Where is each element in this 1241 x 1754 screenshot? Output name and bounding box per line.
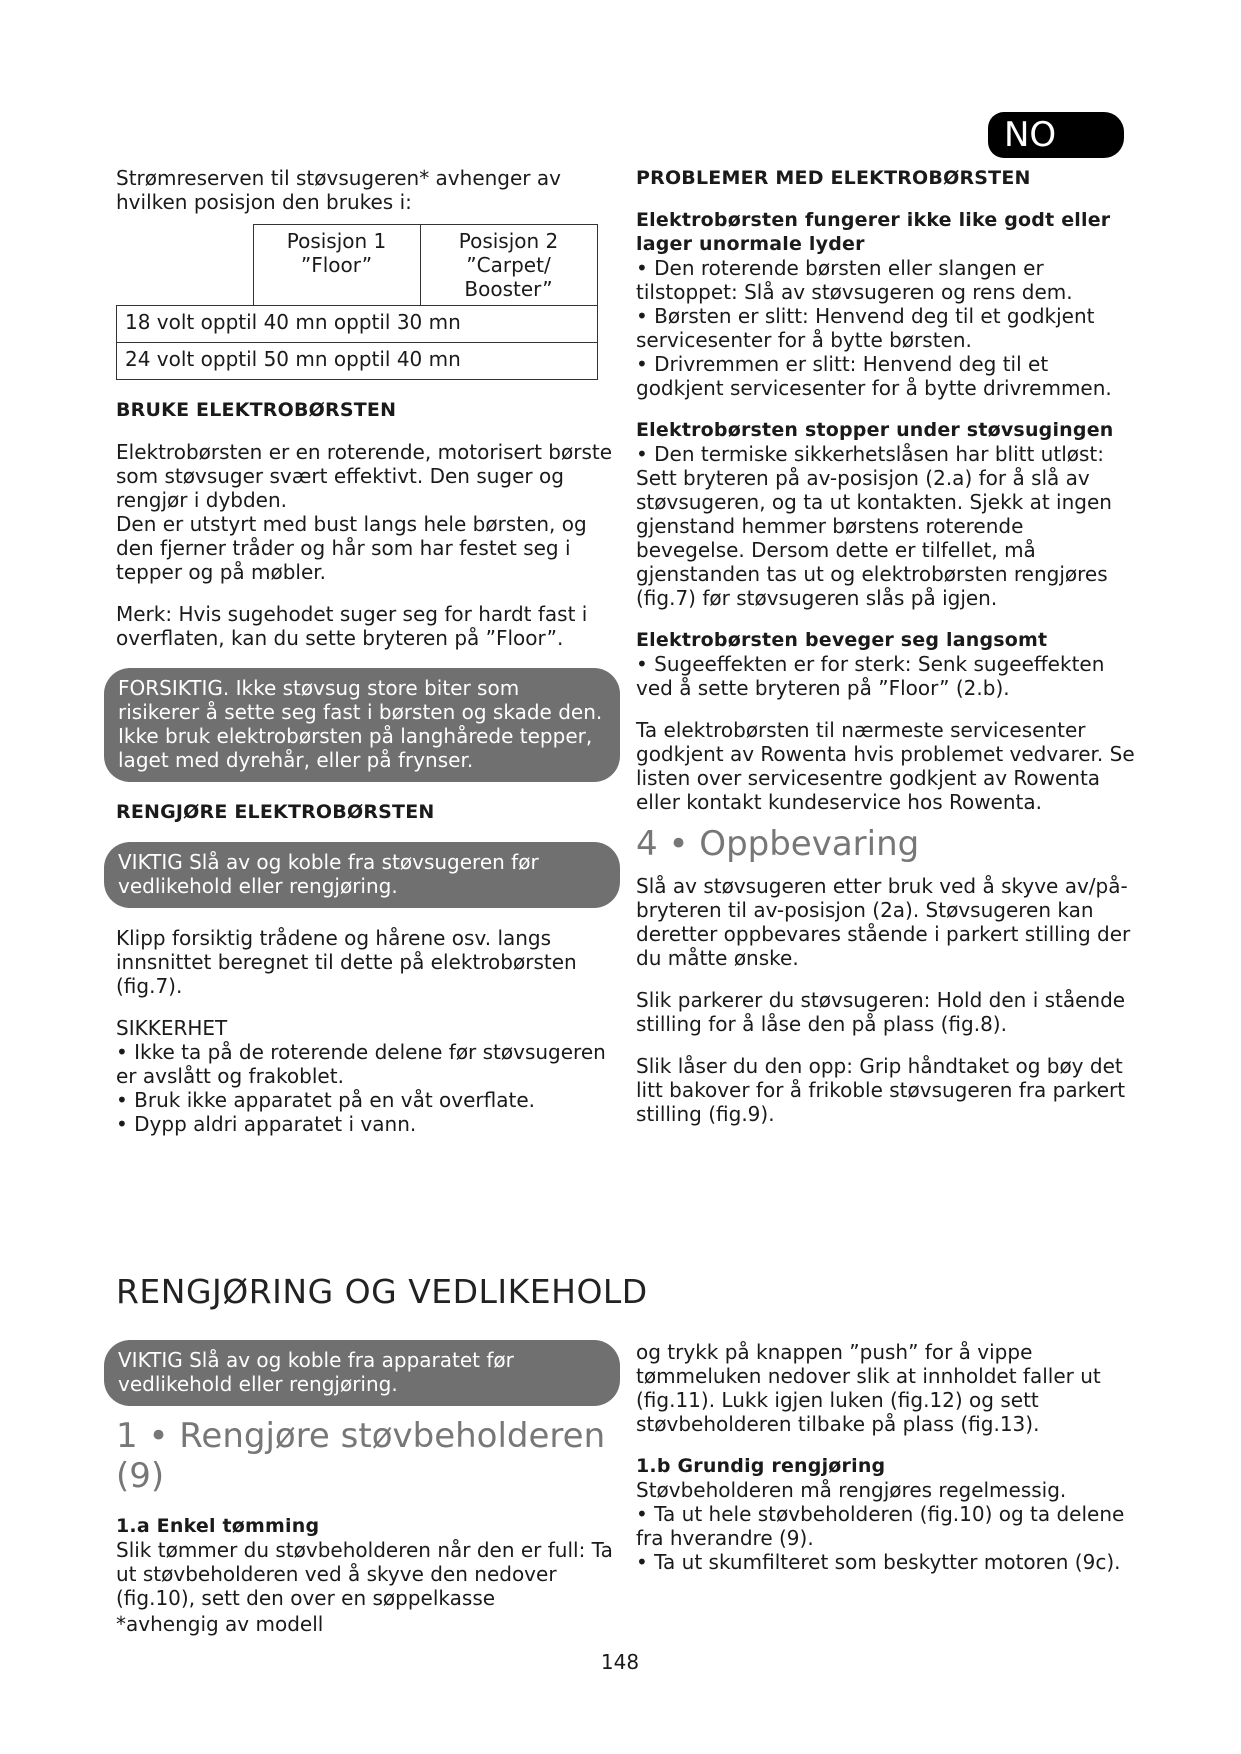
section-1a-text: Slik tømmer du støvbeholderen når den er full: Ta ut støvbeholderen ved å skyve den nedover (fig.10), sett den over en søppelkasse: [116, 1538, 613, 1610]
maintenance-title: RENGJØRING OG VEDLIKEHOLD: [116, 1272, 648, 1311]
section-1a-heading: 1.a Enkel tømming: [116, 1515, 320, 1537]
use-paragraph-3: Merk: Hvis sugehodet suger seg for hardt fast i overflaten, kan du sette bryteren på ”Floor”.: [116, 602, 588, 650]
maintenance-right-column: [636, 1340, 1136, 1574]
section-1-heading: 1 • Rengjøre støvbeholderen (9): [116, 1416, 606, 1496]
clean-heading: RENGJØRE ELEKTROBØRSTEN: [116, 801, 435, 823]
list-item: • Den roterende børsten eller slangen er tilstoppet: Slå av støvsugeren og rens dem.: [636, 256, 1073, 304]
list-item: • Ta ut skumfilteret som beskytter motoren (9c).: [636, 1550, 1121, 1574]
storage-paragraph-1: Slå av støvsugeren etter bruk ved å skyve av/på-bryteren til av-posisjon (2a). Støvsugeren kan deretter oppbevares stående i parkert stilling der du måtte ønske.: [636, 874, 1131, 970]
table-row: [117, 306, 598, 343]
use-heading: BRUKE ELEKTROBØRSTEN: [116, 399, 397, 421]
table-row-24v: 24 volt opptil 50 mn opptil 40 mn: [117, 343, 598, 380]
table-header-row: [117, 225, 598, 306]
important-box: VIKTIG Slå av og koble fra støvsugeren før vedlikehold eller rengjøring.: [104, 842, 620, 908]
maintenance-left-column: [116, 1340, 616, 1610]
storage-paragraph-3: Slik låser du den opp: Grip håndtaket og bøy det litt bakover for å frikoble støvsugeren fra parkert stilling (fig.9).: [636, 1054, 1126, 1126]
problem-3-list: [636, 652, 1136, 700]
list-item: • Dypp aldri apparatet i vann.: [116, 1112, 417, 1136]
problems-heading: PROBLEMER MED ELEKTROBØRSTEN: [636, 167, 1031, 189]
list-item: • Ikke ta på de roterende delene før støvsugeren er avslått og frakoblet.: [116, 1040, 606, 1088]
section-1b-text: Støvbeholderen må rengjøres regelmessig.: [636, 1478, 1067, 1502]
safety-heading: SIKKERHET: [116, 1016, 228, 1040]
problem-1-heading: Elektrobørsten fungerer ikke like godt eller lager unormale lyder: [636, 209, 1111, 255]
clean-paragraph: Klipp forsiktig trådene og hårene osv. langs innsnittet beregnet til dette på elektrobørsten (fig.7).: [116, 926, 577, 998]
list-item: • Sugeeffekten er for sterk: Senk sugeeffekten ved å sette bryteren på ”Floor” (2.b).: [636, 652, 1105, 700]
use-paragraph-1: Elektrobørsten er en roterende, motorisert børste som støvsuger svært effektivt. Den suger og rengjør i dybden.: [116, 440, 613, 512]
footnote: *avhengig av modell: [116, 1612, 324, 1636]
list-item: • Den termiske sikkerhetslåsen har blitt utløst: Sett bryteren på av-posisjon (2.a) for å slå av støvsugeren, og ta ut kontakten. Sjekk at ingen gjenstand hemmer børstens roterende bevegelse. Dersom dette er tilfellet, må gjenstanden tas ut og elektrobørsten rengjøres (fig.7) før støvsugeren slås på igjen.: [636, 442, 1112, 610]
service-paragraph: Ta elektrobørsten til nærmeste servicesenter godkjent av Rowenta hvis problemet vedvarer. Se listen over servicesentre godkjent av Rowenta eller kontakt kundeservice hos Rowenta.: [636, 718, 1135, 814]
table-header-empty: [117, 225, 254, 306]
section-1b-list: [636, 1502, 1136, 1574]
right-column: [636, 166, 1136, 1126]
problem-3-heading: Elektrobørsten beveger seg langsomt: [636, 629, 1048, 651]
table-header-pos2: Posisjon 2 ”Carpet/ Booster”: [420, 225, 597, 306]
table-header-pos1: Posisjon 1 ”Floor”: [253, 225, 420, 306]
list-item: • Børsten er slitt: Henvend deg til et godkjent servicesenter for å bytte børsten.: [636, 304, 1095, 352]
table-row-18v: 18 volt opptil 40 mn opptil 30 mn: [117, 306, 598, 343]
page-number: 148: [600, 1650, 640, 1674]
list-item: • Drivremmen er slitt: Henvend deg til et godkjent servicesenter for å bytte drivremmen.: [636, 352, 1112, 400]
problem-2-heading: Elektrobørsten stopper under støvsugingen: [636, 419, 1114, 441]
language-badge: NO: [988, 112, 1124, 158]
left-column: [116, 166, 616, 1136]
use-paragraph-2: Den er utstyrt med bust langs hele børsten, og den fjerner tråder og hår som har festet seg i tepper og på møbler.: [116, 512, 587, 584]
section-1b-heading: 1.b Grundig rengjøring: [636, 1455, 886, 1477]
problem-2-list: [636, 442, 1136, 610]
list-item: • Ta ut hele støvbeholderen (fig.10) og ta delene fra hverandre (9).: [636, 1502, 1125, 1550]
maintenance-important-box: VIKTIG Slå av og koble fra apparatet før vedlikehold eller rengjøring.: [104, 1340, 620, 1406]
problem-1-list: [636, 256, 1136, 400]
table-row: [117, 343, 598, 380]
storage-paragraph-2: Slik parkerer du støvsugeren: Hold den i stående stilling for å låse den på plass (fig.8).: [636, 988, 1126, 1036]
power-table: [116, 224, 598, 380]
power-intro: Strømreserven til støvsugeren* avhenger av hvilken posisjon den brukes i:: [116, 166, 561, 214]
caution-box: FORSIKTIG. Ikke støvsug store biter som risikerer å sette seg fast i børsten og skade den. Ikke bruk elektrobørsten på langhårede tepper, laget med dyrehår, eller på frynser.: [104, 668, 620, 782]
list-item: • Bruk ikke apparatet på en våt overflate.: [116, 1088, 536, 1112]
section-1a-continued: og trykk på knappen ”push” for å vippe tømmeluken nedover slik at innholdet faller ut (fig.11). Lukk igjen luken (fig.12) og sett støvbeholderen tilbake på plass (fig.13).: [636, 1340, 1101, 1436]
safety-list: [116, 1040, 616, 1136]
storage-heading: 4 • Oppbevaring: [636, 824, 920, 864]
